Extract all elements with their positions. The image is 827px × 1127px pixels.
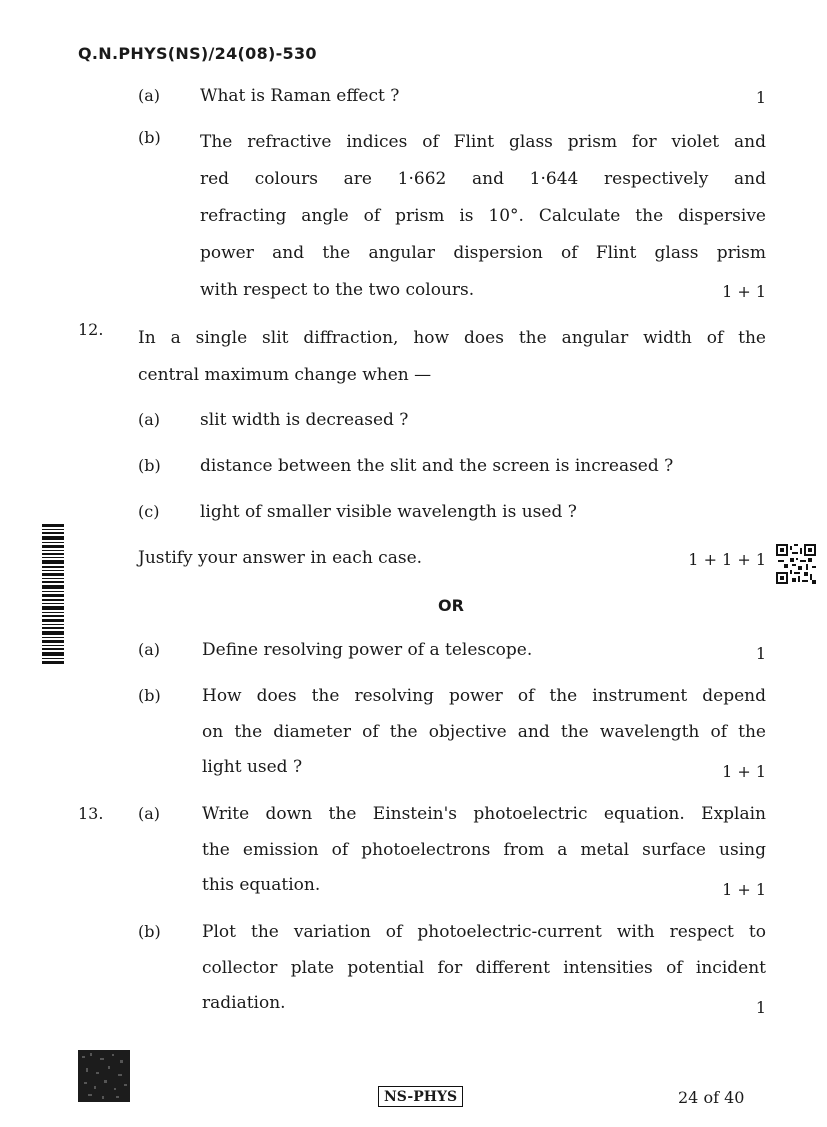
q13-a-line-2: the emission of photoelectrons from a metal surface using [202,840,766,860]
q13-a-line-3: this equation. [202,875,321,895]
qr-code-graphic [776,544,816,584]
q13-b-marks: 1 [755,998,766,1017]
q11-a-label: (a) [138,86,161,105]
q12-part-a-label: (a) [138,410,161,429]
q12-part-a-text: slit width is decreased ? [200,410,409,430]
q12-part-b-label: (b) [138,456,161,475]
question-paper-code: Q.N.PHYS(NS)/24(08)-530 [78,44,317,63]
q11-b-marks: 1 + 1 [722,282,766,301]
or-heading: OR [438,596,464,615]
q11-a-text: What is Raman effect ? [200,86,400,106]
q11-b-line-3: refracting angle of prism is 10°. Calculate the dispersive [200,206,766,226]
q13-b-line-3: radiation. [202,993,286,1013]
q12-stem-line-1: In a single slit diffraction, how does the angular width of the [138,328,766,348]
q12-alt-b-line-3: light used ? [202,757,303,777]
q12-alt-b-line-1: How does the resolving power of the instrument depend [202,686,766,706]
q11-b-line-4: power and the angular dispersion of Flint glass prism [200,243,766,263]
q12-alt-a-label: (a) [138,640,161,659]
q12-alt-a-text: Define resolving power of a telescope. [202,640,533,660]
q13-a-line-1: Write down the Einstein's photoelectric equation. Explain [202,804,766,824]
q12-alt-a-marks: 1 [755,644,766,663]
q11-a-marks: 1 [755,88,766,107]
q11-b-line-5: with respect to the two colours. [200,280,475,300]
q11-b-line-2: red colours are 1·662 and 1·644 respectively and [200,169,766,189]
q12-part-b-text: distance between the slit and the screen is increased ? [200,456,674,476]
q12-part-c-label: (c) [138,502,160,521]
q12-alt-b-line-2: on the diameter of the objective and the wavelength of the [202,722,766,742]
q12-marks: 1 + 1 + 1 [688,550,766,569]
page-number: 24 of 40 [678,1088,745,1107]
q11-b-label: (b) [138,128,161,147]
scan-mark-graphic [78,1050,130,1102]
q13-b-line-2: collector plate potential for different intensities of incident [202,958,766,978]
q13-b-line-1: Plot the variation of photoelectric-current with respect to [202,922,766,942]
q12-part-c-text: light of smaller visible wavelength is used ? [200,502,577,522]
q12-number: 12. [78,320,104,339]
q13-b-label: (b) [138,922,161,941]
q12-justify-text: Justify your answer in each case. [138,548,423,568]
q13-number: 13. [78,804,104,823]
q12-stem-line-2: central maximum change when — [138,365,432,385]
q13-a-marks: 1 + 1 [722,880,766,899]
q13-a-label: (a) [138,804,161,823]
q12-alt-b-marks: 1 + 1 [722,762,766,781]
barcode-graphic [42,524,64,664]
subject-code-box: NS-PHYS [378,1086,463,1107]
q11-b-line-1: The refractive indices of Flint glass prism for violet and [200,132,766,152]
q12-alt-b-label: (b) [138,686,161,705]
